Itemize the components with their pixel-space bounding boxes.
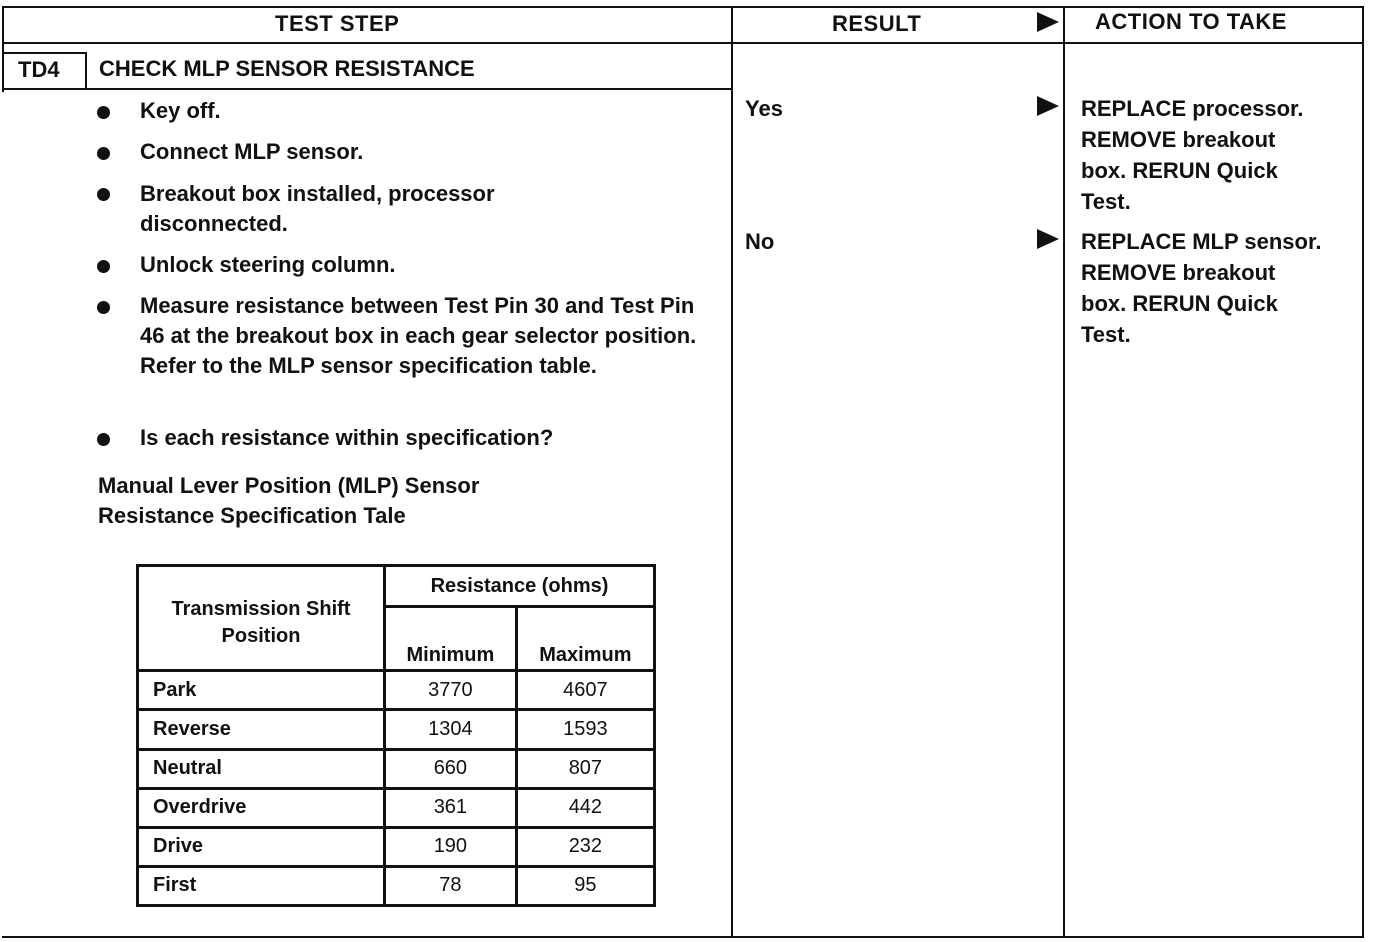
bullet-dot-icon [97,301,110,314]
action-no-line: Test. [1081,322,1131,347]
bullet-item: Breakout box installed, processor disconnected. [140,181,495,236]
cell-max: 1593 [516,710,654,749]
table-row [138,710,655,749]
table-row [138,788,655,827]
cell-min: 361 [385,788,517,827]
result-no-arrow-icon [1037,229,1059,249]
cell-position: Reverse [138,710,385,749]
cell-max: 95 [516,866,654,905]
bullet-dot-icon [97,188,110,201]
cell-min: 190 [385,827,517,866]
step-title: CHECK MLP SENSOR RESISTANCE [99,56,475,81]
bullet-item: Unlock steering column. [140,252,396,277]
bullet-dot-icon [97,106,110,119]
table-row [138,749,655,788]
cell-position: Overdrive [138,788,385,827]
cell-min: 660 [385,749,517,788]
step-row-left-line [2,42,4,92]
cell-position: Neutral [138,749,385,788]
col-header-maximum: Maximum [516,607,654,671]
action-yes-line: Test. [1081,189,1131,214]
cell-max: 232 [516,827,654,866]
action-no [1081,226,1366,350]
table-caption-line1: Manual Lever Position (MLP) Sensor [98,473,480,498]
cell-position: Drive [138,827,385,866]
step-row-bottom-line [2,88,732,90]
action-yes-line: REMOVE breakout [1081,127,1276,152]
col-header-resistance: Resistance (ohms) [385,566,655,607]
step-id-divider [85,52,87,90]
cell-min: 3770 [385,671,517,710]
header-action-to-take: ACTION TO TAKE [1095,9,1287,34]
cell-position: Park [138,671,385,710]
cell-max: 442 [516,788,654,827]
action-no-line: box. RERUN Quick [1081,291,1278,316]
result-yes: Yes [745,96,783,121]
bullet-item: Measure resistance between Test Pin 30 and Test Pin 46 at the breakout box in each gear selector position. Refer to the MLP sensor specification table. [140,293,697,378]
table-row [138,827,655,866]
result-yes-arrow-icon [1037,96,1059,116]
cell-position: First [138,866,385,905]
action-yes [1081,93,1366,217]
table-caption-line2: Resistance Specification Tale [98,503,406,528]
column-divider-result-action [1063,6,1065,938]
bullet-item: Key off. [140,98,221,123]
header-result: RESULT [832,11,922,36]
cell-max: 4607 [516,671,654,710]
col-header-position: Transmission Shift Position [138,566,385,671]
action-yes-line: box. RERUN Quick [1081,158,1278,183]
column-divider-test-result [731,6,733,938]
action-yes-line: REPLACE processor. [1081,96,1304,121]
cell-min: 1304 [385,710,517,749]
mlp-spec-table [136,564,656,907]
cell-min: 78 [385,866,517,905]
cell-max: 807 [516,749,654,788]
action-no-line: REMOVE breakout [1081,260,1276,285]
step-id: TD4 [18,57,60,82]
action-no-line: REPLACE MLP sensor. [1081,229,1322,254]
bullet-dot-icon [97,147,110,160]
bullet-dot-icon [97,433,110,446]
table-row [138,866,655,905]
step-row-top-line [2,52,86,54]
col-header-minimum: Minimum [385,607,517,671]
bullet-item: Connect MLP sensor. [140,139,364,164]
bullet-item: Is each resistance within specification? [140,425,554,450]
table-row [138,671,655,710]
result-no: No [745,229,775,254]
header-arrow-icon [1037,12,1059,32]
frame-bottom-line [2,936,1364,938]
header-bottom-line [2,42,1364,44]
frame-top-line [2,6,1364,8]
header-test-step: TEST STEP [275,11,400,36]
bullet-dot-icon [97,260,110,273]
